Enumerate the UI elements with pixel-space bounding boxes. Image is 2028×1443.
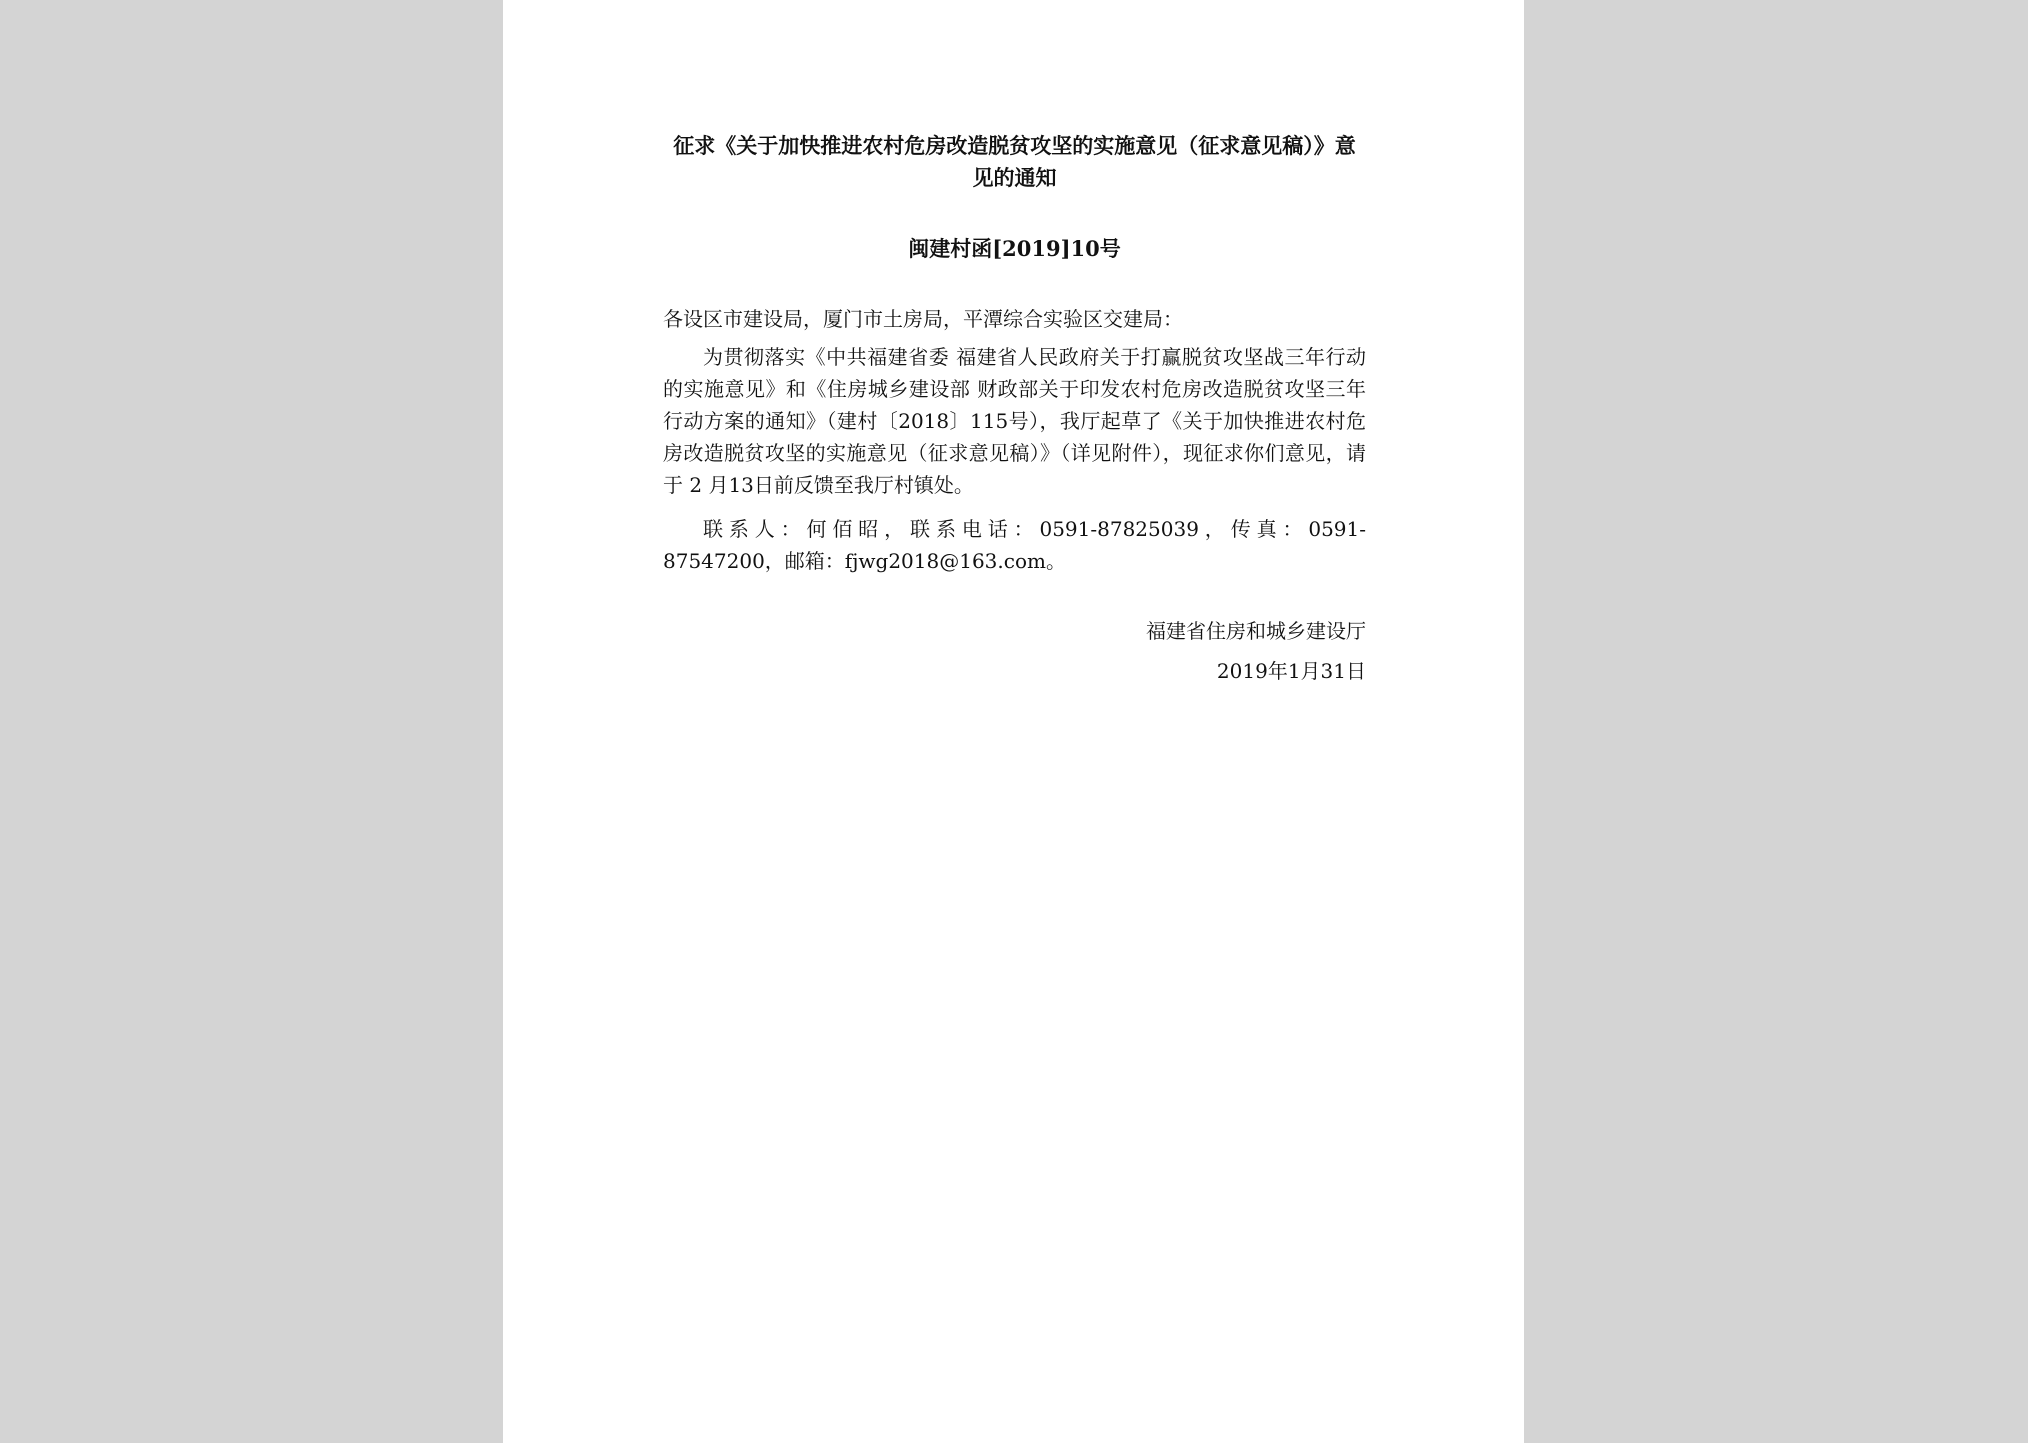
contact-paragraph: 联系人：何佰昭，联系电话：0591-87825039，传真：0591-87547200，邮箱：fjwg2018@163.com。 [663,517,1366,573]
body-paragraph: 为贯彻落实《中共福建省委 福建省人民政府关于打赢脱贫攻坚战三年行动的实施意见》和《住房城乡建设部 财政部关于印发农村危房改造脱贫攻坚三年行动方案的通知》（建村〔2018〕115号），我厅起草了《关于加快推进农村危房改造脱贫攻坚的实施意见（征求意见稿）》（详见附件），现征求你们意见，请于 2 月13日前反馈至我厅村镇处。 [663,345,1366,497]
document-content [663,130,1366,687]
document-title: 征求《关于加快推进农村危房改造脱贫攻坚的实施意见（征求意见稿）》意见的通知 [673,133,1356,190]
document-number: 闽建村函[2019]10号 [908,236,1121,261]
salutation: 各设区市建设局，厦门市土房局，平潭综合实验区交建局： [663,307,1183,331]
signature: 福建省住房和城乡建设厅 [1146,619,1366,643]
document-page [503,0,1524,1443]
document-date: 2019年1月31日 [1216,659,1366,683]
